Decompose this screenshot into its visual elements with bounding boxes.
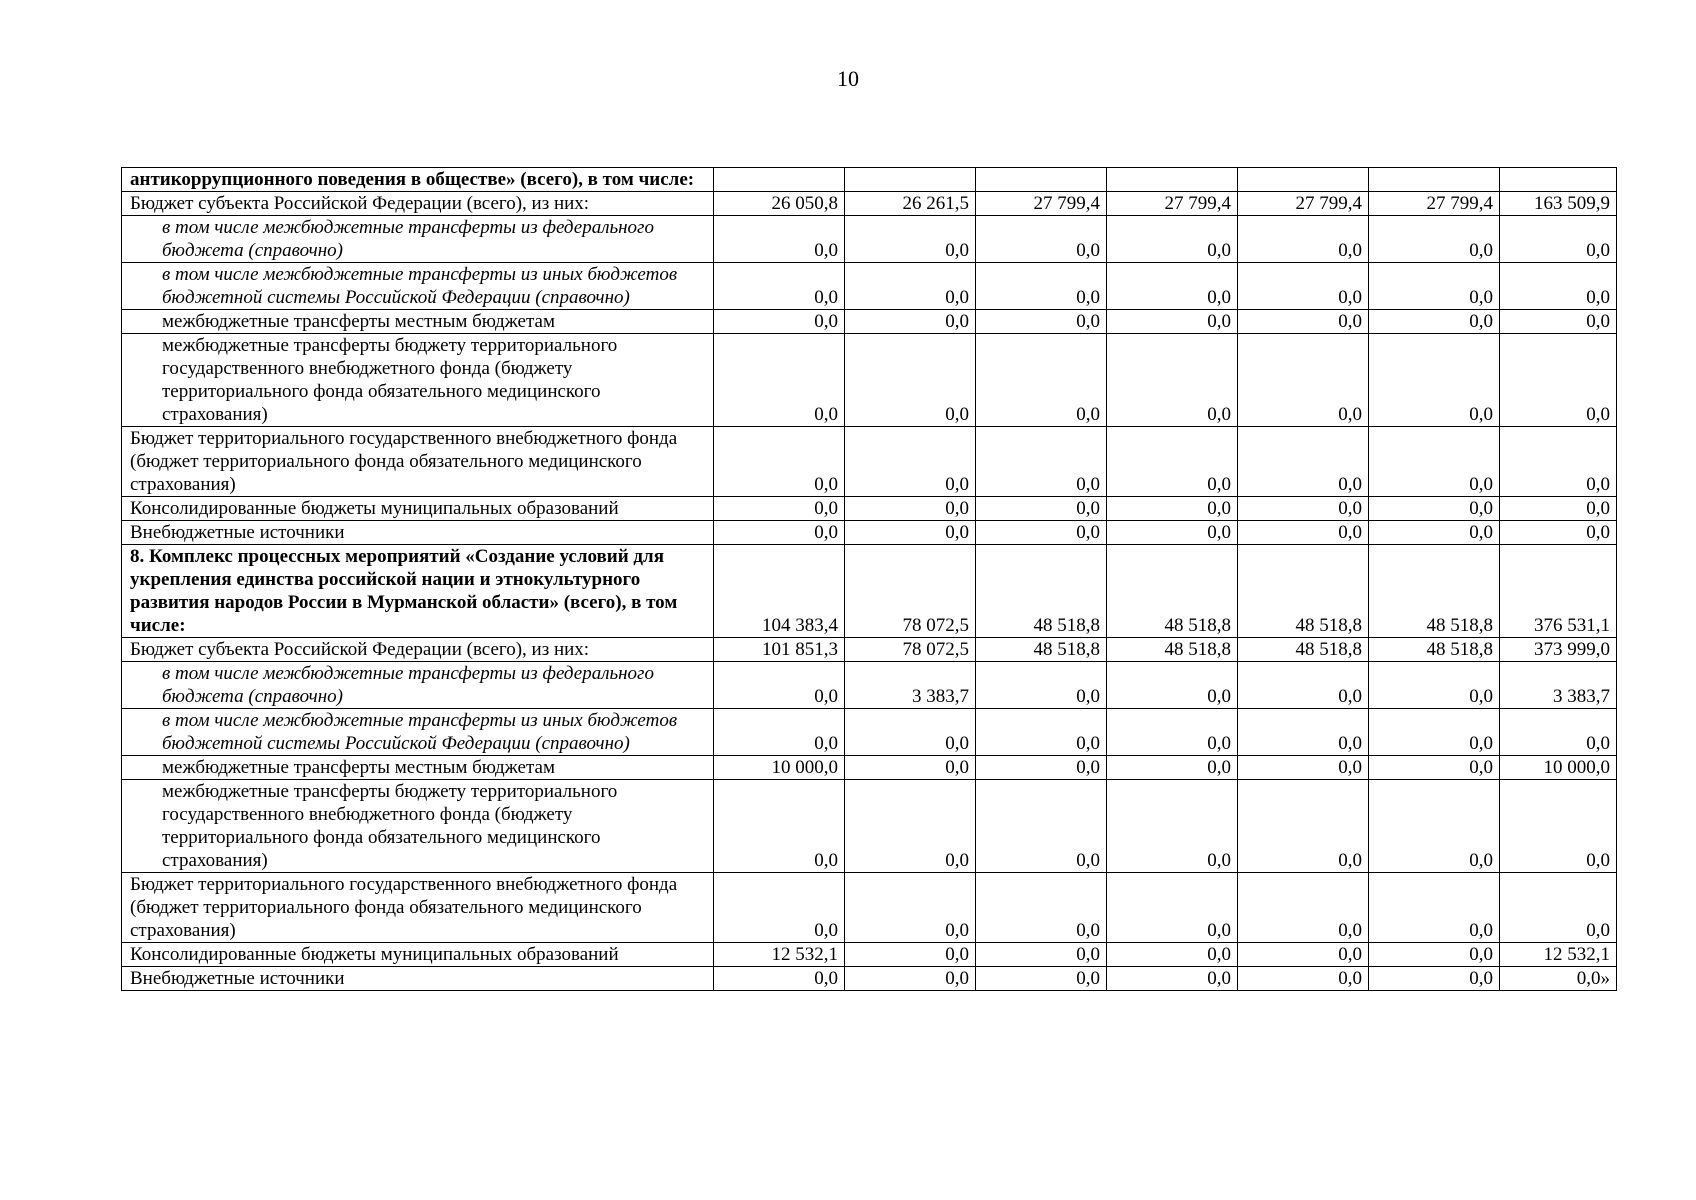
value-cell: 0,0 (1500, 427, 1617, 497)
table-row (122, 943, 1617, 967)
value-cell: 0,0 (1500, 263, 1617, 310)
budget-table (121, 167, 1617, 991)
value-cell: 0,0 (1369, 521, 1500, 545)
value-cell: 0,0 (1238, 662, 1369, 709)
value-cell: 0,0 (1238, 967, 1369, 991)
value-cell: 0,0 (1107, 216, 1238, 263)
value-cell: 0,0 (1369, 216, 1500, 263)
value-cell: 0,0 (1238, 709, 1369, 756)
value-cell (1500, 168, 1617, 192)
value-cell: 0,0 (976, 709, 1107, 756)
value-cell: 0,0 (714, 780, 845, 873)
value-cell: 0,0 (976, 497, 1107, 521)
value-cell: 0,0 (845, 310, 976, 334)
value-cell: 0,0 (1500, 780, 1617, 873)
row-label: в том числе межбюджетные трансферты из иных бюджетов бюджетной системы Российской Федерации (справочно) (122, 709, 714, 756)
value-cell: 104 383,4 (714, 545, 845, 638)
value-cell: 0,0 (1107, 780, 1238, 873)
value-cell: 0,0 (976, 662, 1107, 709)
value-cell: 0,0 (845, 780, 976, 873)
value-cell: 0,0 (976, 334, 1107, 427)
table-row (122, 709, 1617, 756)
value-cell: 0,0 (1238, 873, 1369, 943)
value-cell: 0,0 (1107, 662, 1238, 709)
value-cell: 0,0 (1369, 967, 1500, 991)
value-cell: 0,0 (1369, 310, 1500, 334)
page-number: 10 (837, 66, 859, 91)
value-cell: 0,0 (1369, 943, 1500, 967)
value-cell: 48 518,8 (1369, 545, 1500, 638)
value-cell (1369, 168, 1500, 192)
value-cell: 0,0 (976, 216, 1107, 263)
row-label: Консолидированные бюджеты муниципальных образований (122, 497, 714, 521)
table-row (122, 873, 1617, 943)
value-cell (1107, 168, 1238, 192)
value-cell: 0,0 (714, 334, 845, 427)
table-row (122, 662, 1617, 709)
table-row (122, 756, 1617, 780)
value-cell: 3 383,7 (1500, 662, 1617, 709)
value-cell: 27 799,4 (1107, 192, 1238, 216)
row-label: в том числе межбюджетные трансферты из иных бюджетов бюджетной системы Российской Федерации (справочно) (122, 263, 714, 310)
value-cell: 0,0 (976, 756, 1107, 780)
row-label: межбюджетные трансферты бюджету территориального государственного внебюджетного фонда (бюджету территориального фонда обязательного медицинского страхования) (122, 780, 714, 873)
value-cell: 0,0 (1369, 427, 1500, 497)
value-cell: 48 518,8 (1369, 638, 1500, 662)
value-cell: 0,0 (1500, 521, 1617, 545)
value-cell: 0,0 (976, 873, 1107, 943)
value-cell: 0,0 (714, 216, 845, 263)
value-cell: 0,0 (1238, 756, 1369, 780)
value-cell: 0,0 (1500, 873, 1617, 943)
value-cell: 0,0 (976, 780, 1107, 873)
value-cell: 10 000,0 (1500, 756, 1617, 780)
value-cell: 0,0 (1107, 497, 1238, 521)
row-label: межбюджетные трансферты местным бюджетам (122, 310, 714, 334)
value-cell: 48 518,8 (976, 638, 1107, 662)
value-cell: 0,0 (845, 427, 976, 497)
value-cell: 0,0 (1500, 709, 1617, 756)
value-cell: 0,0 (1369, 756, 1500, 780)
table-row (122, 263, 1617, 310)
value-cell: 0,0 (1107, 521, 1238, 545)
table-row (122, 545, 1617, 638)
value-cell: 3 383,7 (845, 662, 976, 709)
value-cell: 0,0 (714, 967, 845, 991)
value-cell: 101 851,3 (714, 638, 845, 662)
value-cell: 163 509,9 (1500, 192, 1617, 216)
value-cell: 0,0 (976, 943, 1107, 967)
row-label: в том числе межбюджетные трансферты из федерального бюджета (справочно) (122, 216, 714, 263)
value-cell: 0,0 (976, 427, 1107, 497)
value-cell: 0,0 (845, 967, 976, 991)
value-cell: 0,0 (845, 756, 976, 780)
value-cell: 0,0 (1238, 334, 1369, 427)
value-cell: 0,0 (1369, 873, 1500, 943)
value-cell: 0,0 (1238, 216, 1369, 263)
value-cell: 0,0 (714, 497, 845, 521)
table-row (122, 521, 1617, 545)
table-row (122, 310, 1617, 334)
value-cell: 0,0 (1238, 780, 1369, 873)
value-cell: 27 799,4 (1238, 192, 1369, 216)
value-cell: 0,0 (845, 709, 976, 756)
value-cell: 0,0 (845, 216, 976, 263)
value-cell: 0,0 (714, 709, 845, 756)
value-cell: 0,0» (1500, 967, 1617, 991)
value-cell (714, 168, 845, 192)
value-cell: 78 072,5 (845, 638, 976, 662)
value-cell: 0,0 (1107, 943, 1238, 967)
value-cell: 0,0 (1107, 427, 1238, 497)
table-row (122, 638, 1617, 662)
table-row (122, 967, 1617, 991)
value-cell: 0,0 (1238, 943, 1369, 967)
row-label: Консолидированные бюджеты муниципальных образований (122, 943, 714, 967)
value-cell (976, 168, 1107, 192)
table-row (122, 497, 1617, 521)
table-row (122, 427, 1617, 497)
row-label: антикоррупционного поведения в обществе» (всего), в том числе: (122, 168, 714, 192)
value-cell: 0,0 (1500, 334, 1617, 427)
value-cell: 26 261,5 (845, 192, 976, 216)
value-cell: 0,0 (714, 662, 845, 709)
value-cell: 0,0 (1500, 216, 1617, 263)
value-cell: 0,0 (1107, 709, 1238, 756)
value-cell: 0,0 (714, 521, 845, 545)
value-cell: 376 531,1 (1500, 545, 1617, 638)
table-row (122, 216, 1617, 263)
row-label: 8. Комплекс процессных мероприятий «Создание условий для укрепления единства российской нации и этнокультурного развития народов России в Мурманской области» (всего), в том числе: (122, 545, 714, 638)
value-cell: 0,0 (1107, 334, 1238, 427)
row-label: Бюджет территориального государственного внебюджетного фонда (бюджет территориального фонда обязательного медицинского страхования) (122, 427, 714, 497)
value-cell: 48 518,8 (1238, 638, 1369, 662)
row-label: Бюджет субъекта Российской Федерации (всего), из них: (122, 638, 714, 662)
value-cell: 0,0 (1369, 780, 1500, 873)
value-cell: 0,0 (1369, 263, 1500, 310)
value-cell: 0,0 (1500, 310, 1617, 334)
value-cell: 12 532,1 (714, 943, 845, 967)
value-cell: 0,0 (1500, 497, 1617, 521)
value-cell: 12 532,1 (1500, 943, 1617, 967)
table-row (122, 192, 1617, 216)
value-cell: 0,0 (845, 873, 976, 943)
value-cell: 48 518,8 (976, 545, 1107, 638)
value-cell: 0,0 (845, 497, 976, 521)
row-label: в том числе межбюджетные трансферты из федерального бюджета (справочно) (122, 662, 714, 709)
table-row (122, 334, 1617, 427)
value-cell (845, 168, 976, 192)
value-cell: 0,0 (1238, 310, 1369, 334)
value-cell: 48 518,8 (1238, 545, 1369, 638)
value-cell: 0,0 (845, 263, 976, 310)
value-cell: 0,0 (976, 263, 1107, 310)
value-cell: 0,0 (1107, 967, 1238, 991)
value-cell: 27 799,4 (976, 192, 1107, 216)
value-cell: 0,0 (976, 310, 1107, 334)
table-row (122, 780, 1617, 873)
value-cell: 0,0 (1107, 873, 1238, 943)
row-label: межбюджетные трансферты местным бюджетам (122, 756, 714, 780)
value-cell: 48 518,8 (1107, 545, 1238, 638)
value-cell: 10 000,0 (714, 756, 845, 780)
value-cell: 78 072,5 (845, 545, 976, 638)
value-cell: 0,0 (714, 427, 845, 497)
value-cell: 0,0 (1107, 756, 1238, 780)
value-cell: 0,0 (1369, 497, 1500, 521)
value-cell: 26 050,8 (714, 192, 845, 216)
value-cell: 373 999,0 (1500, 638, 1617, 662)
row-label: Бюджет субъекта Российской Федерации (всего), из них: (122, 192, 714, 216)
value-cell: 0,0 (1107, 263, 1238, 310)
row-label: межбюджетные трансферты бюджету территориального государственного внебюджетного фонда (бюджету территориального фонда обязательного медицинского страхования) (122, 334, 714, 427)
value-cell: 0,0 (714, 263, 845, 310)
value-cell: 0,0 (1238, 497, 1369, 521)
table-row (122, 168, 1617, 192)
value-cell (1238, 168, 1369, 192)
value-cell: 0,0 (845, 521, 976, 545)
row-label: Внебюджетные источники (122, 521, 714, 545)
value-cell: 27 799,4 (1369, 192, 1500, 216)
value-cell: 0,0 (1369, 334, 1500, 427)
value-cell: 0,0 (1369, 709, 1500, 756)
value-cell: 0,0 (845, 334, 976, 427)
value-cell: 0,0 (1107, 310, 1238, 334)
value-cell: 48 518,8 (1107, 638, 1238, 662)
row-label: Внебюджетные источники (122, 967, 714, 991)
value-cell: 0,0 (714, 310, 845, 334)
value-cell: 0,0 (1238, 521, 1369, 545)
value-cell: 0,0 (976, 967, 1107, 991)
value-cell: 0,0 (714, 873, 845, 943)
value-cell: 0,0 (1238, 263, 1369, 310)
value-cell: 0,0 (845, 943, 976, 967)
value-cell: 0,0 (1238, 427, 1369, 497)
row-label: Бюджет территориального государственного внебюджетного фонда (бюджет территориального фонда обязательного медицинского страхования) (122, 873, 714, 943)
budget-table-body (122, 168, 1617, 991)
value-cell: 0,0 (976, 521, 1107, 545)
value-cell: 0,0 (1369, 662, 1500, 709)
